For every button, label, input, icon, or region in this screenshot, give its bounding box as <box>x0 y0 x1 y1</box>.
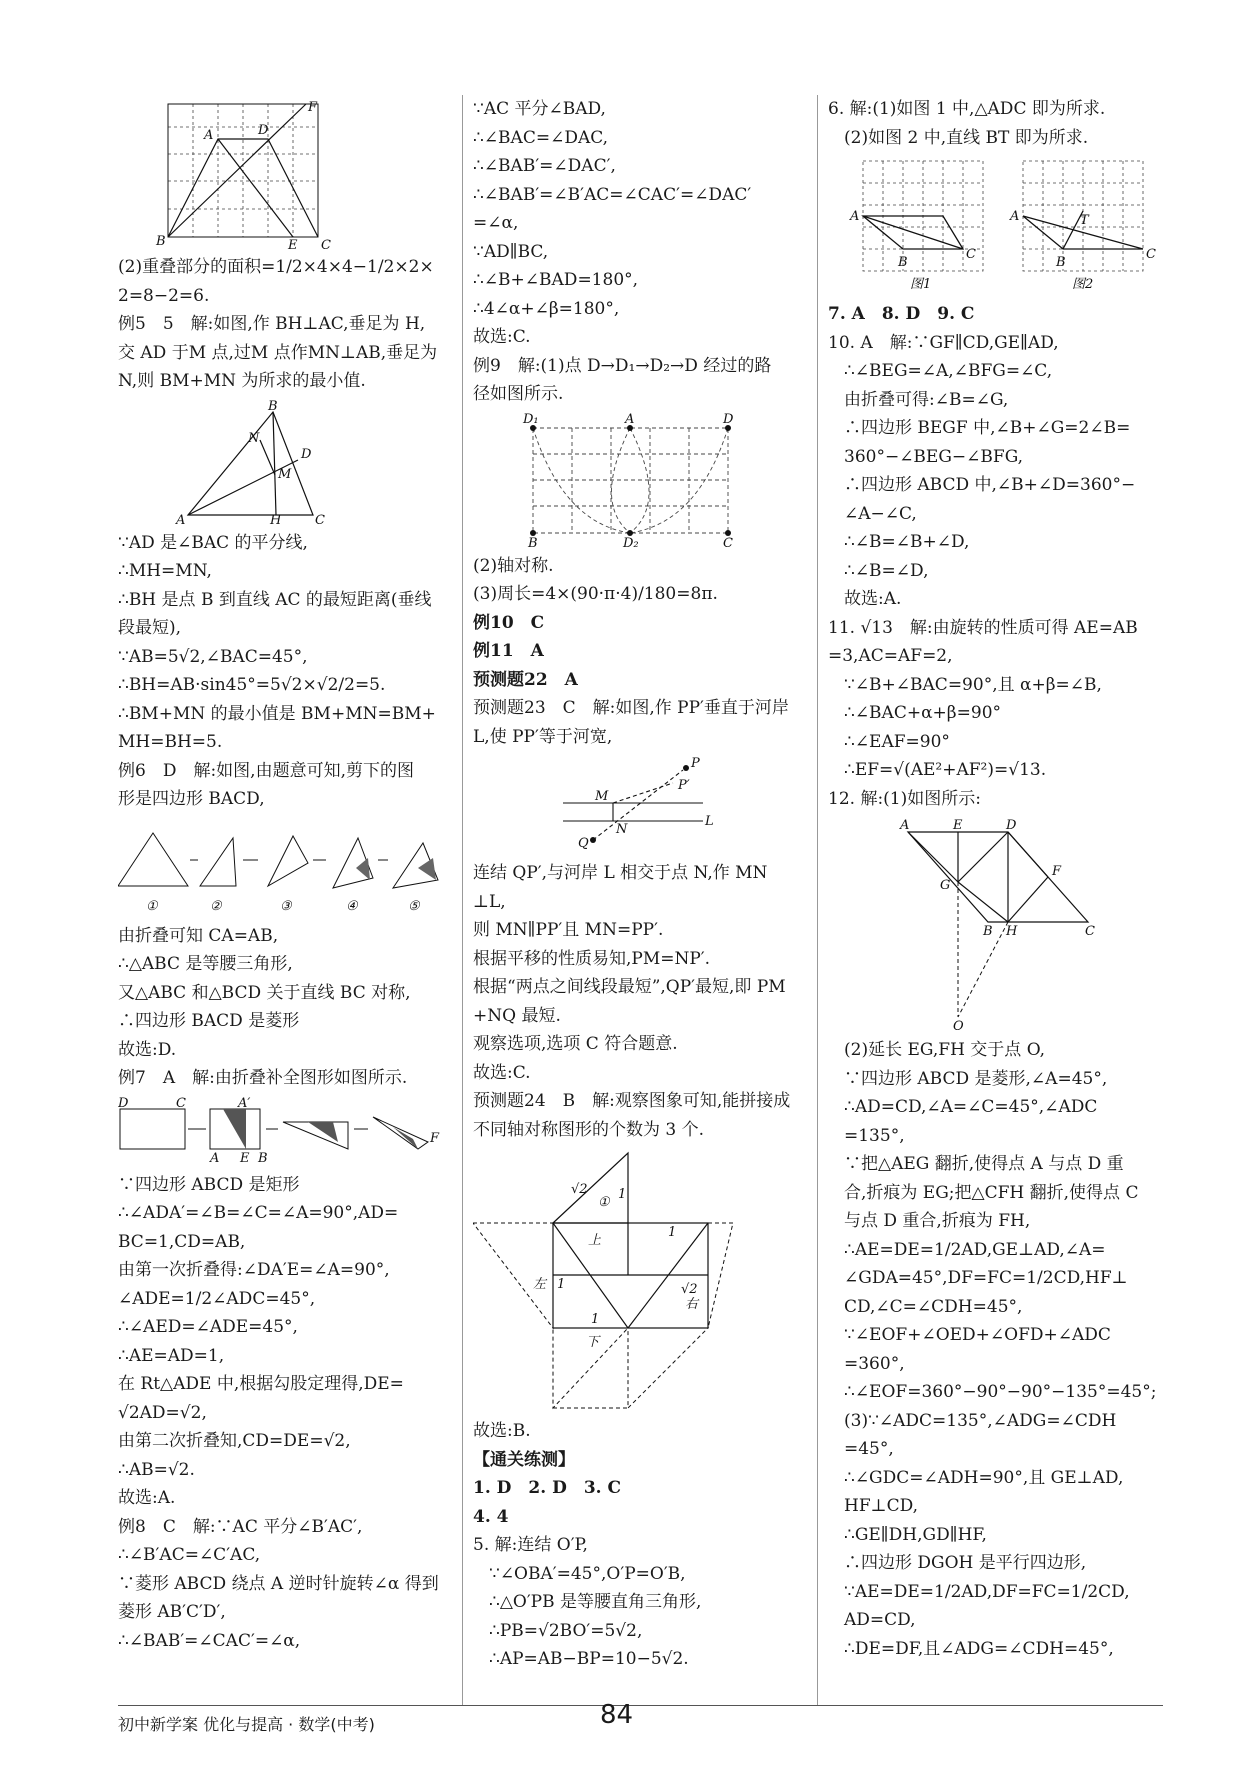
label: D <box>301 446 312 462</box>
label: A <box>1010 209 1020 224</box>
column-3 <box>828 95 1163 1663</box>
label: F <box>1052 864 1062 879</box>
text-line: 5. 解:连结 O′P, <box>473 1535 588 1555</box>
label: A <box>850 209 860 224</box>
text-line: ∴4∠α+∠β=180°, <box>473 298 620 319</box>
label: G <box>940 878 951 893</box>
text-line: 【通关练测】 <box>473 1449 575 1470</box>
label: E <box>240 1150 250 1166</box>
footer-title: 初中新学案 优化与提高 · 数学(中考) <box>118 1715 375 1734</box>
text-line: 10. A 解:∵GF∥CD,GE∥AD, <box>828 332 1059 353</box>
text-line: =45°, <box>844 1439 894 1459</box>
text-line: ∠ADE=1/2∠ADC=45°, <box>118 1288 316 1309</box>
text-line: ∴AB=√2. <box>118 1459 195 1480</box>
text-line: ∠A−∠C, <box>844 503 917 524</box>
text-line: ∴△O′PB 是等腰直角三角形, <box>489 1592 702 1612</box>
text-line: 7. A 8. D 9. C <box>828 304 975 324</box>
label: D <box>118 1096 129 1111</box>
text-line: 4. 4 <box>473 1506 509 1527</box>
label: D <box>1006 818 1017 833</box>
text-line: 由折叠可知 CA=AB, <box>118 925 279 946</box>
label: 下 <box>586 1335 600 1350</box>
text-line: ∴AP=AB−BP=10−5√2. <box>489 1649 689 1669</box>
text-line: 预测题24 B 解:观察图象可知,能拼接成 <box>473 1091 791 1111</box>
text-line: (3)周长=4×(90·π·4)/180=8π. <box>473 584 718 604</box>
text-line: ∴AE=AD=1, <box>118 1345 225 1366</box>
text-line: ∴∠BAB′=∠B′AC=∠CAC′=∠DAC′ <box>473 184 752 205</box>
label: ① <box>598 1195 610 1210</box>
label: 图2 <box>1072 277 1094 292</box>
text-line: 预测题22 A <box>473 669 578 690</box>
text-line: 根据平移的性质易知,PM=NP′. <box>473 948 711 969</box>
text-line: ∵∠EOF+∠OED+∠OFD+∠ADC <box>844 1325 1111 1345</box>
label: N <box>248 430 260 446</box>
label: B <box>528 535 538 548</box>
label: ① <box>146 898 158 914</box>
text-line: =135°, <box>844 1125 905 1146</box>
text-line: N,则 BM+MN 为所求的最小值. <box>118 371 366 391</box>
label: B <box>1056 255 1066 270</box>
text-line: 例6 D 解:如图,由题意可知,剪下的图 <box>118 760 414 781</box>
text-line: 例5 5 解:如图,作 BH⊥AC,垂足为 H, <box>118 314 426 334</box>
text-line: CD,∠C=∠CDH=45°, <box>844 1296 1023 1317</box>
label: C <box>1146 247 1156 262</box>
text-line: ∵AC 平分∠BAD, <box>473 99 606 119</box>
label: P′ <box>678 778 690 793</box>
label: O <box>953 1019 964 1032</box>
label: A <box>204 128 214 143</box>
column-divider <box>817 95 818 1705</box>
figure-two-grids <box>828 156 1158 296</box>
text-line: =3,AC=AF=2, <box>828 646 953 666</box>
text-line: =∠α, <box>473 213 519 233</box>
text-line: 形是四边形 BACD, <box>118 789 265 809</box>
text-line: ∴∠EAF=90° <box>844 731 950 752</box>
column-2 <box>473 95 808 1674</box>
text-line: 根据“两点之间线段最短”,QP′最短,即 PM <box>473 977 786 997</box>
text-line: ∴PB=√2BO′=5√2, <box>489 1620 643 1641</box>
text-line: 例8 C 解:∵AC 平分∠B′AC′, <box>118 1516 363 1537</box>
figure-path-grid <box>473 413 803 548</box>
label: B <box>898 255 908 270</box>
column-divider <box>462 95 463 1705</box>
text-line: 11. √13 解:由旋转的性质可得 AE=AB <box>828 617 1138 638</box>
label: A′ <box>238 1096 251 1111</box>
text-line: ∴∠BEG=∠A,∠BFG=∠C, <box>844 361 1053 381</box>
text-line: ∴∠AED=∠ADE=45°, <box>118 1317 298 1337</box>
label: D₁ <box>523 412 539 427</box>
label: √2 <box>681 1282 698 1297</box>
text-line: ∵把△AEG 翻折,使得点 A 与点 D 重 <box>844 1154 1124 1174</box>
text-line: ∵AD∥BC, <box>473 241 549 262</box>
text-line: ∴BH=AB·sin45°=5√2×√2/2=5. <box>118 675 386 695</box>
label: C <box>321 238 331 249</box>
label: B <box>983 924 993 939</box>
label: B <box>258 1150 268 1166</box>
figure-tangram-pieces <box>473 1148 803 1413</box>
text-line: 例10 C <box>473 612 545 633</box>
label: D <box>723 412 734 427</box>
text-line: 由第二次折叠知,CD=DE=√2, <box>118 1431 351 1451</box>
label: B <box>156 234 166 249</box>
text-line: 故选:C. <box>473 1062 531 1083</box>
label: F <box>430 1130 440 1146</box>
text-line: 交 AD 于M 点,过M 点作MN⊥AB,垂足为 <box>118 342 438 363</box>
label: H <box>1006 924 1018 939</box>
text-line: =360°, <box>844 1353 905 1374</box>
text-line: 故选:D. <box>118 1039 177 1060</box>
text-line: ∴∠B′AC=∠C′AC, <box>118 1545 261 1565</box>
text-line: ∴BH 是点 B 到直线 AC 的最短距离(垂线 <box>118 589 432 610</box>
text-line: 由第一次折叠得:∠DA′E=∠A=90°, <box>118 1260 390 1280</box>
text-line: 与点 D 重合,折痕为 FH, <box>844 1211 1031 1231</box>
label: 右 <box>685 1297 699 1312</box>
text-line: 2=8−2=6. <box>118 285 210 306</box>
label: ② <box>210 898 222 914</box>
text-line: ∴DE=DF,且∠ADG=∠CDH=45°, <box>844 1638 1114 1659</box>
figure-river-bridge <box>473 755 803 855</box>
label: √2 <box>571 1182 588 1197</box>
label: L <box>705 814 714 829</box>
text-line: ∵AD 是∠BAC 的平分线, <box>118 532 308 553</box>
text-line: 预测题23 C 解:如图,作 PP′垂直于河岸 <box>473 698 789 718</box>
figure-folding-sequence <box>118 818 448 918</box>
label: D <box>258 123 269 138</box>
label: 1 <box>668 1225 677 1240</box>
text-line: ∴四边形 ABCD 中,∠B+∠D=360°− <box>844 475 1136 495</box>
text-line: ∵AE=DE=1/2AD,DF=FC=1/2CD, <box>844 1581 1130 1602</box>
label: C <box>1085 924 1095 939</box>
text-line: 连结 QP′,与河岸 L 相交于点 N,作 MN <box>473 863 768 883</box>
label: 1 <box>557 1277 566 1292</box>
label: E <box>288 238 298 249</box>
page-number: 84 <box>600 1700 634 1730</box>
text-line: BC=1,CD=AB, <box>118 1231 246 1252</box>
footer-rule <box>118 1705 1163 1706</box>
text-line: ∴MH=MN, <box>118 561 212 581</box>
figure-rhombus-fold <box>828 817 1158 1032</box>
text-line: 又△ABC 和△BCD 关于直线 BC 对称, <box>118 982 411 1003</box>
text-line: ∵四边形 ABCD 是矩形 <box>118 1174 300 1195</box>
text-line: (2)轴对称. <box>473 555 554 576</box>
text-line: ∴AD=CD,∠A=∠C=45°,∠ADC <box>844 1097 1098 1117</box>
label: F <box>308 100 318 115</box>
text-line: 故选:B. <box>473 1421 531 1441</box>
text-line: 由折叠可得:∠B=∠G, <box>844 389 1009 410</box>
label: N <box>616 822 628 837</box>
text-line: ∴EF=√(AE²+AF²)=√13. <box>844 760 1047 780</box>
label: D₂ <box>623 535 639 548</box>
text-line: ∵∠OBA′=45°,O′P=O′B, <box>489 1563 686 1584</box>
text-line: ∵菱形 ABCD 绕点 A 逆时针旋转∠α 得到 <box>118 1573 439 1594</box>
text-line: HF⊥CD, <box>844 1496 919 1516</box>
label: A <box>625 412 635 427</box>
text-line: ⊥L, <box>473 891 506 912</box>
text-line: +NQ 最短. <box>473 1005 561 1026</box>
label: A <box>176 512 186 525</box>
text-line: MH=BH=5. <box>118 732 223 752</box>
text-line: ∴四边形 DGOH 是平行四边形, <box>844 1553 1087 1573</box>
label: H <box>270 512 282 525</box>
text-line: 故选:A. <box>844 589 902 609</box>
label: 左 <box>533 1277 547 1292</box>
text-line: ∴四边形 BEGF 中,∠B+∠G=2∠B= <box>844 418 1131 438</box>
label: 1 <box>591 1312 600 1327</box>
text-line: 在 Rt△ADE 中,根据勾股定理得,DE= <box>118 1374 404 1394</box>
text-line: ∴∠ADA′=∠B=∠C=∠A=90°,AD= <box>118 1203 399 1223</box>
text-line: ∴∠BAB′=∠CAC′=∠α, <box>118 1630 301 1651</box>
text-line: (2)如图 2 中,直线 BT 即为所求. <box>844 127 1089 148</box>
label: ⑤ <box>408 898 420 914</box>
label: C <box>176 1096 186 1111</box>
text-line: ∵∠B+∠BAC=90°,且 α+β=∠B, <box>844 674 1102 695</box>
text-line: ∴△ABC 是等腰三角形, <box>118 954 293 974</box>
figure-grid-triangle <box>118 99 348 249</box>
text-line: AD=CD, <box>844 1610 916 1630</box>
text-line: ∴∠B+∠BAD=180°, <box>473 270 639 290</box>
text-line: (2)延长 EG,FH 交于点 O, <box>844 1040 1046 1060</box>
text-line: ∴四边形 BACD 是菱形 <box>118 1011 300 1031</box>
label: T <box>1080 213 1089 228</box>
text-line: ∴∠GDC=∠ADH=90°,且 GE⊥AD, <box>844 1467 1124 1488</box>
text-line: 例11 A <box>473 641 544 661</box>
text-line: 故选:C. <box>473 327 531 347</box>
text-line: ∴∠B=∠B+∠D, <box>844 532 970 552</box>
text-line: ∠GDA=45°,DF=FC=1/2CD,HF⊥ <box>844 1268 1128 1288</box>
label: 图1 <box>910 277 932 292</box>
label: B <box>268 399 278 414</box>
label: E <box>953 818 963 833</box>
label: 1 <box>618 1187 627 1202</box>
figure-rectangle-fold <box>118 1097 448 1167</box>
text-line: 则 MN∥PP′且 MN=PP′. <box>473 920 664 940</box>
text-line: 故选:A. <box>118 1488 176 1508</box>
label: A <box>210 1150 220 1166</box>
label: 上 <box>588 1233 602 1248</box>
label: P <box>691 756 700 771</box>
text-line: 例9 解:(1)点 D→D₁→D₂→D 经过的路 <box>473 355 772 376</box>
label: C <box>723 535 733 548</box>
text-line: 12. 解:(1)如图所示: <box>828 788 981 809</box>
text-line: ∴∠BAC+α+β=90° <box>844 703 1002 723</box>
text-line: 6. 解:(1)如图 1 中,△ADC 即为所求. <box>828 99 1106 119</box>
text-line: ∴∠EOF=360°−90°−90°−135°=45°; <box>844 1382 1157 1402</box>
label: M <box>278 466 292 482</box>
label: M <box>595 789 609 804</box>
text-line: (3)∵∠ADC=135°,∠ADG=∠CDH <box>844 1410 1117 1431</box>
label: A <box>900 818 910 833</box>
text-line: ∴AE=DE=1/2AD,GE⊥AD,∠A= <box>844 1239 1106 1260</box>
label: C <box>315 512 325 525</box>
text-line: 例7 A 解:由折叠补全图形如图所示. <box>118 1068 408 1088</box>
text-line: 观察选项,选项 C 符合题意. <box>473 1034 678 1054</box>
text-line: 360°−∠BEG−∠BFG, <box>844 446 1024 467</box>
label: ③ <box>280 898 292 914</box>
text-line: ∴∠B=∠D, <box>844 560 929 581</box>
text-line: ∴∠BAC=∠DAC, <box>473 127 609 148</box>
label: C <box>966 247 976 262</box>
text-line: 菱形 AB′C′D′, <box>118 1602 226 1622</box>
text-line: ∴BM+MN 的最小值是 BM+MN=BM+ <box>118 703 436 724</box>
text-line: 合,折痕为 EG;把△CFH 翻折,使得点 C <box>844 1182 1139 1203</box>
text-line: ∴∠BAB′=∠DAC′, <box>473 156 616 176</box>
text-line: L,使 PP′等于河宽, <box>473 726 613 747</box>
label: ④ <box>346 898 358 914</box>
column-1 <box>118 95 453 1655</box>
text-line: ∵AB=5√2,∠BAC=45°, <box>118 646 308 667</box>
label: Q <box>578 836 589 851</box>
text-line: ∴GE∥DH,GD∥HF, <box>844 1524 987 1545</box>
text-line: 径如图所示. <box>473 384 564 404</box>
text-line: (2)重叠部分的面积=1/2×4×4−1/2×2× <box>118 257 434 277</box>
text-line: 1. D 2. D 3. C <box>473 1478 622 1498</box>
text-line: ∵四边形 ABCD 是菱形,∠A=45°, <box>844 1068 1108 1089</box>
text-line: 段最短), <box>118 618 182 638</box>
text-line: 不同轴对称图形的个数为 3 个. <box>473 1119 705 1140</box>
figure-triangle-bh <box>118 400 368 525</box>
text-line: √2AD=√2, <box>118 1402 207 1423</box>
